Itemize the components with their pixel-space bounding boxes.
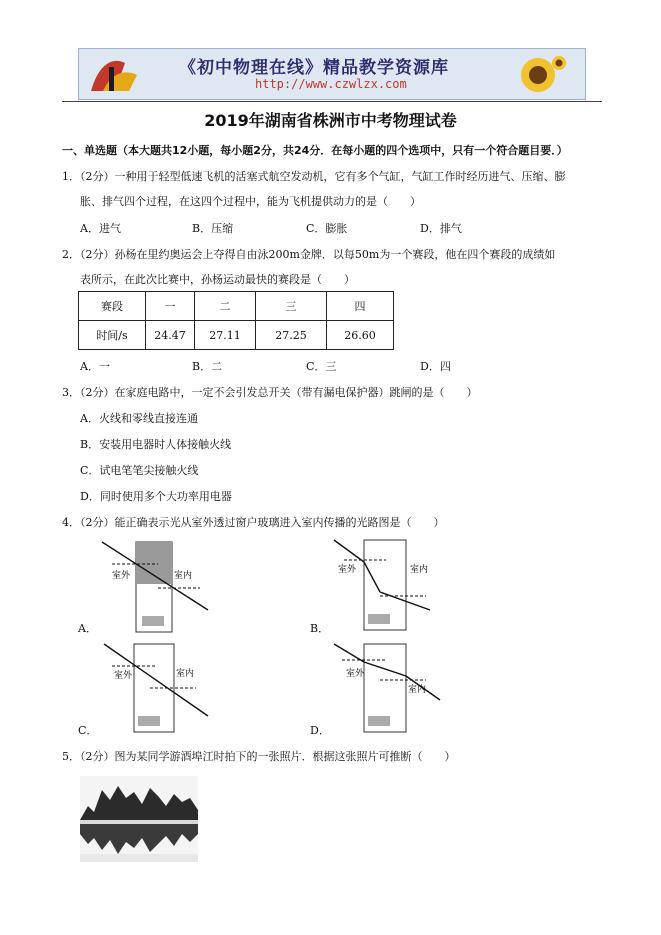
sunflower-icon: [509, 55, 567, 95]
q5-stem: 5．（2分）图为某同学游酒埠江时拍下的一张照片．根据这张照片可推断（ ）: [62, 750, 456, 763]
table-cell: 赛段: [79, 292, 146, 321]
outdoor-label: 室外: [114, 671, 133, 681]
q3-option-b[interactable]: B．安装用电器时人体接触火线: [80, 438, 232, 451]
indoor-label: 室内: [408, 685, 427, 695]
q2-option-b[interactable]: B．二: [192, 360, 223, 373]
outdoor-label: 室外: [112, 571, 131, 581]
lake-photo: [80, 776, 198, 862]
q2-data-table: [78, 291, 394, 350]
table-cell: 二: [195, 292, 256, 321]
q2-option-d[interactable]: D．四: [420, 360, 451, 373]
q1-stem-line2: 胀、排气四个过程，在这四个过程中，能为飞机提供动力的是（ ）: [80, 195, 421, 208]
q4-diagram-a[interactable]: [98, 538, 218, 636]
q1-option-a[interactable]: A．进气: [80, 222, 121, 235]
q2-stem-line1: 2．（2分）孙杨在里约奥运会上夺得自由泳200m金牌．以每50m为一个赛段，他在四个赛段的成绩如: [62, 248, 556, 261]
q4-label-d[interactable]: D．: [310, 724, 330, 737]
q3-option-d[interactable]: D．同时使用多个大功率用电器: [80, 490, 232, 503]
table-cell: 时间/s: [79, 321, 146, 350]
q4-diagram-d[interactable]: [330, 640, 450, 738]
indoor-label: 室内: [410, 565, 429, 575]
table-cell: 24.47: [146, 321, 195, 350]
q1-option-d[interactable]: D．排气: [420, 222, 462, 235]
q1-option-c[interactable]: C．膨胀: [306, 222, 348, 235]
q2-option-c[interactable]: C．三: [306, 360, 337, 373]
q1-stem-line1: 1．（2分）一种用于轻型低速飞机的活塞式航空发动机，它有多个气缸，气缸工作时经历进气、压缩、膨: [62, 170, 566, 183]
q1-option-b[interactable]: B．压缩: [192, 222, 234, 235]
table-cell: 四: [327, 292, 394, 321]
outdoor-label: 室外: [346, 669, 365, 679]
banner-url[interactable]: http://www.czwlzx.com: [255, 77, 407, 91]
table-cell: 27.11: [195, 321, 256, 350]
indoor-label: 室内: [176, 669, 195, 679]
q3-stem: 3．（2分）在家庭电路中，一定不会引发总开关（带有漏电保护器）跳闸的是（ ）: [62, 386, 478, 399]
header-banner: [78, 48, 586, 100]
q2-option-a[interactable]: A．一: [80, 360, 110, 373]
section-heading: 一、单选题（本大题共12小题，每小题2分，共24分．在每小题的四个选项中，只有一个符合题目要．）: [62, 144, 568, 157]
q4-label-c[interactable]: C．: [78, 724, 98, 737]
q4-diagram-b[interactable]: [330, 536, 450, 636]
site-logo-icon: [85, 53, 143, 95]
document-title: 2019年湖南省株洲市中考物理试卷: [204, 111, 457, 130]
q3-option-c[interactable]: C．试电笔笔尖接触火线: [80, 464, 199, 477]
table-cell: 26.60: [327, 321, 394, 350]
table-cell: 27.25: [256, 321, 327, 350]
q3-option-a[interactable]: A．火线和零线直接连通: [80, 412, 198, 425]
table-cell: 三: [256, 292, 327, 321]
table-cell: 一: [146, 292, 195, 321]
indoor-label: 室内: [174, 571, 193, 581]
table-header-row: [79, 292, 394, 321]
q4-label-b[interactable]: B．: [310, 622, 330, 635]
q4-diagram-c[interactable]: [100, 640, 220, 738]
table-row: [79, 321, 394, 350]
q4-label-a[interactable]: A．: [78, 622, 97, 635]
banner-title: 《初中物理在线》精品教学资源库: [179, 58, 449, 78]
q4-stem: 4．（2分）能正确表示光从室外透过窗户玻璃进入室内传播的光路图是（ ）: [62, 516, 445, 529]
outdoor-label: 室外: [338, 565, 357, 575]
q2-stem-line2: 表所示，在此次比赛中，孙杨运动最快的赛段是（ ）: [80, 273, 355, 286]
header-rule: [62, 101, 602, 102]
